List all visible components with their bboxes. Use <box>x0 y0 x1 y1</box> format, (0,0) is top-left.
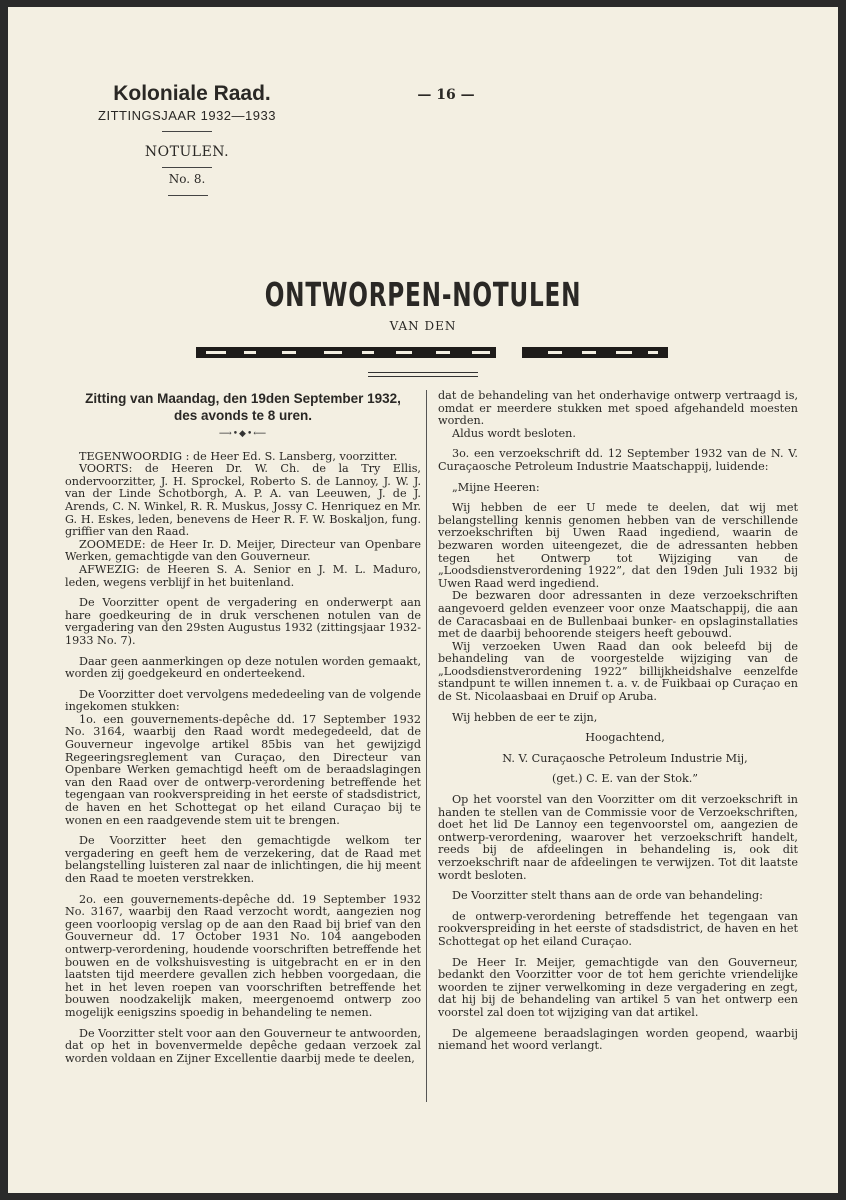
session-heading: Zitting van Maandag, den 19den September 1932, <box>85 391 401 406</box>
paragraph: De Heer Ir. Meijer, gemachtigde van den Gouverneur, bedankt den Voorzitter voor de tot hem gerichte vriendelijke woorden te zijner verwelkoming in deze vergadering en zegt, dat hij bij de behandeling van artikel 5 van het ontwerp een voorstel zal doen tot wijziging van dat artikel. <box>438 955 798 1019</box>
left-column <box>65 390 421 1073</box>
divider <box>162 131 212 132</box>
paragraph: De Voorzitter stelt thans aan de orde van behandeling: <box>452 889 763 903</box>
attendance-present: TEGENWOORDIG : de Heer Ed. S. Lansberg, voorzitter. <box>79 449 398 463</box>
document-page <box>8 7 838 1193</box>
column-divider <box>426 390 427 1102</box>
divider <box>168 195 208 196</box>
right-column <box>438 390 798 1061</box>
masthead-van-den: VAN DEN <box>389 319 457 333</box>
letter-closing: Hoogachtend, <box>585 731 665 745</box>
paragraph: De Voorzitter heet den gemachtigde welkom ter vergadering en geeft hem de verzekering, dat de Raad met belangstelling luisteren zal naar de inlichtingen, die hij meent den Raad te moeten verstrekken. <box>65 834 421 885</box>
ornament: ⟶•◆•⟵ <box>218 429 268 439</box>
notulen-label: NOTULEN. <box>144 144 230 160</box>
council-title: Koloniale Raad. <box>113 82 271 105</box>
issue-number: No. 8. <box>168 172 206 186</box>
letter-paragraph: Wij hebben de eer te zijn, <box>452 710 598 724</box>
paragraph: De Voorzitter opent de vergadering en onderwerpt aan hare goedkeuring de in druk verschenen notulen van de vergadering van den 29sten Augustus 1932 (zittingsjaar 1932-1933 No. 7). <box>65 596 421 647</box>
double-rule <box>368 372 478 377</box>
letter-paragraph: Wij hebben de eer U mede te deelen, dat wij met belangstelling kennis genomen hebben van de verschillende verzoekschriften bij Uwen Raad ingediend, waarin de bezwaren worden uiteengezet, die de adressanten hebben tegen het Ontwerp tot Wijziging van de „Loodsdienstverordening 1922”, dat den 19den Juli 1932 bij Uwen Raad werd ingediend. <box>438 501 798 590</box>
masthead-raad <box>198 343 668 344</box>
session-year: ZITTINGSJAAR 1932—1933 <box>98 108 276 123</box>
page-number: — 16 — <box>417 87 475 103</box>
letter-paragraph: De bezwaren door adressanten in deze verzoekschriften aangevoerd gelden evenzeer voor onze Maatschappij, die aan de Caracasbaai en de Bullenbaai bunker- en opslaginstallaties met de daarbij behoorende steigers heeft gebouwd. <box>438 589 798 641</box>
paragraph: de ontwerp-verordening betreffende het tegengaan van rookverspreiding in het eerste of stadsdistrict, de haven en het Schottegat op het eiland Curaçao. <box>438 909 798 948</box>
session-heading-time: des avonds te 8 uren. <box>173 408 313 423</box>
masthead-title: ONTWORPEN-NOTULEN <box>264 275 582 314</box>
attendance-likewise: ZOOMEDE: de Heer Ir. D. Meijer, Directeur van Openbare Werken, gemachtigde van den Gouverneur. <box>65 537 421 564</box>
letter-salutation: „Mijne Heeren: <box>452 480 540 494</box>
letter-company: N. V. Curaçaosche Petroleum Industrie Mij, <box>502 751 748 765</box>
divider <box>162 167 212 168</box>
paragraph: 3o. een verzoekschrift dd. 12 September 1932 van de N. V. Curaçaosche Petroleum Industrie Maatschappij, luidende: <box>438 447 798 473</box>
paragraph: De Voorzitter stelt voor aan den Gouverneur te antwoorden, dat op het in bovenvermelde depêche gedaan verzoek zal worden voldaan en Zijner Excellentie daarbij mede te deelen, <box>65 1026 421 1065</box>
paragraph: De algemeene beraadslagingen worden geopend, waarbij niemand het woord verlangt. <box>438 1026 798 1053</box>
paragraph: Aldus wordt besloten. <box>452 426 576 440</box>
paragraph: dat de behandeling van het onderhavige ontwerp vertraagd is, omdat er meerdere stukken met spoed afgehandeld moesten worden. <box>438 389 798 428</box>
paragraph: 1o. een gouvernements-depêche dd. 17 September 1932 No. 3164, waarbij den Raad wordt medegedeeld, dat de Gouverneur ingevolge artikel 85bis van het gewijzigd Regeeringsreglement van Curaçao, den Directeur van Openbare Werken gemachtigd heeft om de beraadslagingen van den Raad over de ontwerp-verordening betreffende het tegengaan van rookverspreiding in het eerste of stadsdistrict, de haven en het Schottegat op het eiland Curaçao bij te wonen en een raadgevende stem uit te brengen. <box>65 712 421 827</box>
letter-signature: (get.) C. E. van der Stok.” <box>551 772 699 786</box>
attendance-absent: AFWEZIG: de Heeren S. A. Senior en J. M. L. Maduro, leden, wegens verblijf in het buitenland. <box>65 562 421 589</box>
paragraph: Daar geen aanmerkingen op deze notulen worden gemaakt, worden zij goedgekeurd en onderteekend. <box>65 654 421 681</box>
masthead-raad-logo <box>196 346 668 359</box>
paragraph: Op het voorstel van den Voorzitter om dit verzoekschrift in handen te stellen van de Commissie voor de Verzoekschriften, doet het lid De Lannoy een tegenvoorstel om, aangezien de ontwerp-verordening, waarover het verzoekschrift handelt, reeds bij de afdeelingen in behandeling is, ook dit verzoekschrift naar de afdeelingen te verwijzen. Tot dit laatste wordt besloten. <box>438 793 798 882</box>
paragraph: De Voorzitter doet vervolgens mededeeling van de volgende ingekomen stukken: <box>65 687 421 714</box>
letter-paragraph: Wij verzoeken Uwen Raad dan ook beleefd bij de behandeling van de voorgestelde wijziging van de „Loodsdienstverordening 1922” billijkheidshalve eenzelfde standpunt te willen innemen t. a. v. de Fuikbaai op Curaçao en de St. Nicolaasbaai en Druif op Aruba. <box>438 639 798 704</box>
paragraph: 2o. een gouvernements-depêche dd. 19 September 1932 No. 3167, waarbij den Raad verzocht wordt, aangezien nog geen voorloopig verslag op de aan den Raad bij brief van den Gouverneur dd. 17 October 1931 No. 104 aangeboden ontwerp-verordening, houdende voorschriften betreffende het bouwen en de volkshuisvesting is uitgebracht en er in den laatsten tijd meerdere gevallen zich hebben voorgedaan, die het in het leven roepen van voorschriften betreffende het bouwen noodzakelijk maken, meergenoemd ontwerp zoo mogelijk eenigszins spoedig in behandeling te nemen. <box>65 892 421 1019</box>
attendance-also: VOORTS: de Heeren Dr. W. Ch. de la Try Ellis, ondervoorzitter, J. H. Sprockel, Roberto S. de Lannoy, J. W. J. van der Linde Schotborgh, A. P. A. van Leeuwen, J. de J. Arends, C. N. Winkel, R. R. Muskus, Jossy C. Henriquez en Mr. G. H. Eskes, leden, benevens de Heer R. F. W. Boskaljon, fung. griffier van den Raad. <box>65 462 421 539</box>
